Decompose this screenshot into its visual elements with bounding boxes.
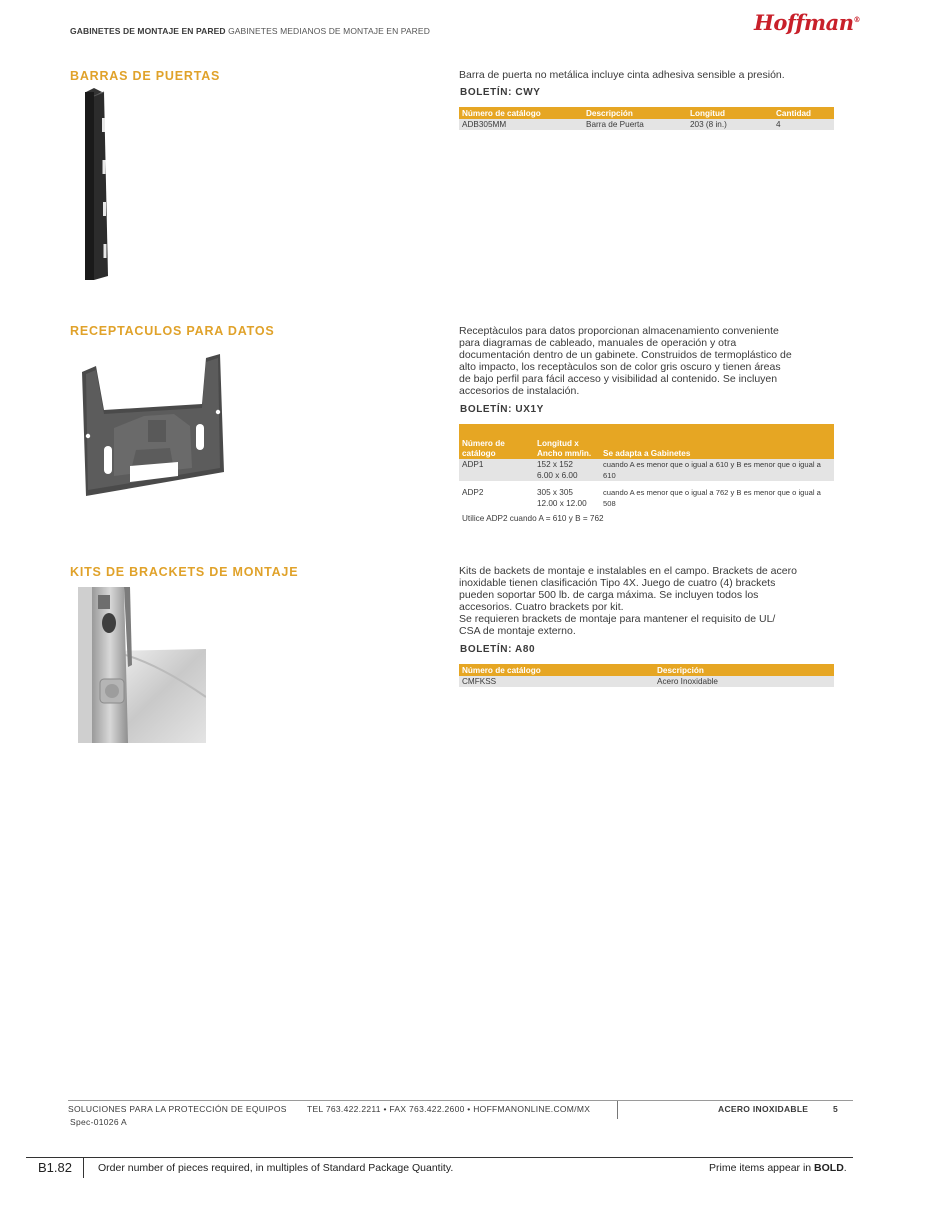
black-door-bar-image [80,88,114,289]
table-row [459,459,834,481]
prime-note-bold: BOLD [814,1162,844,1174]
logo-registered-mark: ® [853,15,861,24]
table-cell: 203 (8 in.) [687,119,773,130]
description-line: accesorios de instalación. [459,385,580,397]
prime-note-prefix: Prime items appear in [709,1162,815,1174]
col-header: Número de catálogo [459,664,654,676]
section-title-brackets: KITS DE BRACKETS DE MONTAJE [70,565,299,579]
section-title-data-pockets: RECEPTACULOS PARA DATOS [70,324,275,338]
hoffman-logo [754,10,860,35]
col-header: Número de catálogo [459,424,534,459]
footer-rule [68,1100,853,1101]
table-cell [534,487,600,509]
description-line: CSA de montaje externo. [459,625,576,637]
col-header: Longitud [687,107,773,119]
description-line: para diagramas de cableado, manuales de operación y otra [459,337,737,349]
table-cell: ADP1 [459,459,534,481]
brackets-description [459,565,849,637]
size-mm: 152 x 152 [537,460,573,469]
footer-left: SOLUCIONES PARA LA PROTECCIÓN DE EQUIPOS [68,1104,287,1114]
door-bars-bulletin: BOLETÍN: CWY [460,87,541,98]
table-cell: 4 [773,119,834,130]
section-title-door-bars: BARRAS DE PUERTAS [70,69,221,83]
table-cell: cuando A es menor que o igual a 610 y B es menor que o igual a 610 [600,459,834,481]
data-pockets-table [459,424,834,509]
page-code-divider [83,1158,84,1178]
description-line: pueden soportar 500 lb. de carga máxima. Se incluyen todos los [459,589,759,601]
col-header: Se adapta a Gabinetes [600,424,834,459]
description-line: accesorios. Cuatro brackets por kit. [459,601,624,613]
footer-spec: Spec-01026 A [70,1117,128,1127]
prime-note [709,1162,847,1174]
col-header: Número de catálogo [459,107,583,119]
col-header: Descripción [583,107,687,119]
table-cell: CMFKSS [459,676,654,687]
prime-note-suffix: . [843,1162,847,1174]
breadcrumb-bold: GABINETES DE MONTAJE EN PARED [70,26,226,36]
stainless-bracket-image [78,587,206,748]
brackets-table [459,664,834,687]
table-cell: Acero Inoxidable [654,676,834,687]
table-row [459,119,834,130]
footer-divider [617,1101,618,1119]
data-pockets-bulletin: BOLETÍN: UX1Y [460,404,544,415]
footer-contact: TEL 763.422.2211 • FAX 763.422.2600 • HOFFMANONLINE.COM/MX [307,1104,591,1114]
table-cell [534,459,600,481]
size-in: 12.00 x 12.00 [537,499,587,508]
table-cell: cuando A es menor que o igual a 762 y B es menor que o igual a 508 [603,488,821,508]
description-line: Se requieren brackets de montaje para mantener el requisito de UL/ [459,613,776,625]
table-cell: ADB305MM [459,119,583,130]
footer-category: ACERO INOXIDABLE [718,1104,809,1114]
table-cell: Barra de Puerta [583,119,687,130]
breadcrumb-light: GABINETES MEDIANOS DE MONTAJE EN PARED [228,26,430,36]
col-header: Descripción [654,664,834,676]
description-line: Receptàculos para datos proporcionan almacenamiento conveniente [459,325,779,337]
door-bars-table [459,107,834,130]
description-line: inoxidable tienen clasificación Tipo 4X. Juego de cuatro (4) brackets [459,577,776,589]
size-in: 6.00 x 6.00 [537,471,578,480]
table-cell: ADP2 [462,488,484,497]
table-row [459,487,834,509]
description-line: Kits de backets de montaje e instalables en el campo. Brackets de acero [459,565,797,577]
col-header: Cantidad [773,107,834,119]
header-breadcrumb [70,26,430,36]
description-line: de bajo perfil para fácil acceso y visibilidad al contenido. Se incluyen [459,373,778,385]
page-code: B1.82 [38,1160,72,1175]
logo-text: Hoffman [754,10,854,35]
size-mm: 305 x 305 [537,488,573,497]
bottom-rule [26,1157,853,1158]
data-pockets-note: Utilice ADP2 cuando A = 610 y B = 762 [462,514,604,523]
order-note: Order number of pieces required, in multiples of Standard Package Quantity. [98,1162,454,1174]
door-bars-description: Barra de puerta no metálica incluye cinta adhesiva sensible a presión. [459,69,785,81]
brackets-bulletin: BOLETÍN: A80 [460,644,536,655]
table-row [459,676,834,687]
col-header: Longitud x Ancho mm/in. [534,424,600,459]
description-line: alto impacto, los receptàculos son de color gris oscuro y tienen áreas [459,361,781,373]
gray-data-pocket-image [74,350,234,507]
footer-page-number: 5 [833,1104,839,1114]
data-pockets-description [459,325,849,397]
description-line: documentación dentro de un gabinete. Construidos de termoplástico de [459,349,792,361]
